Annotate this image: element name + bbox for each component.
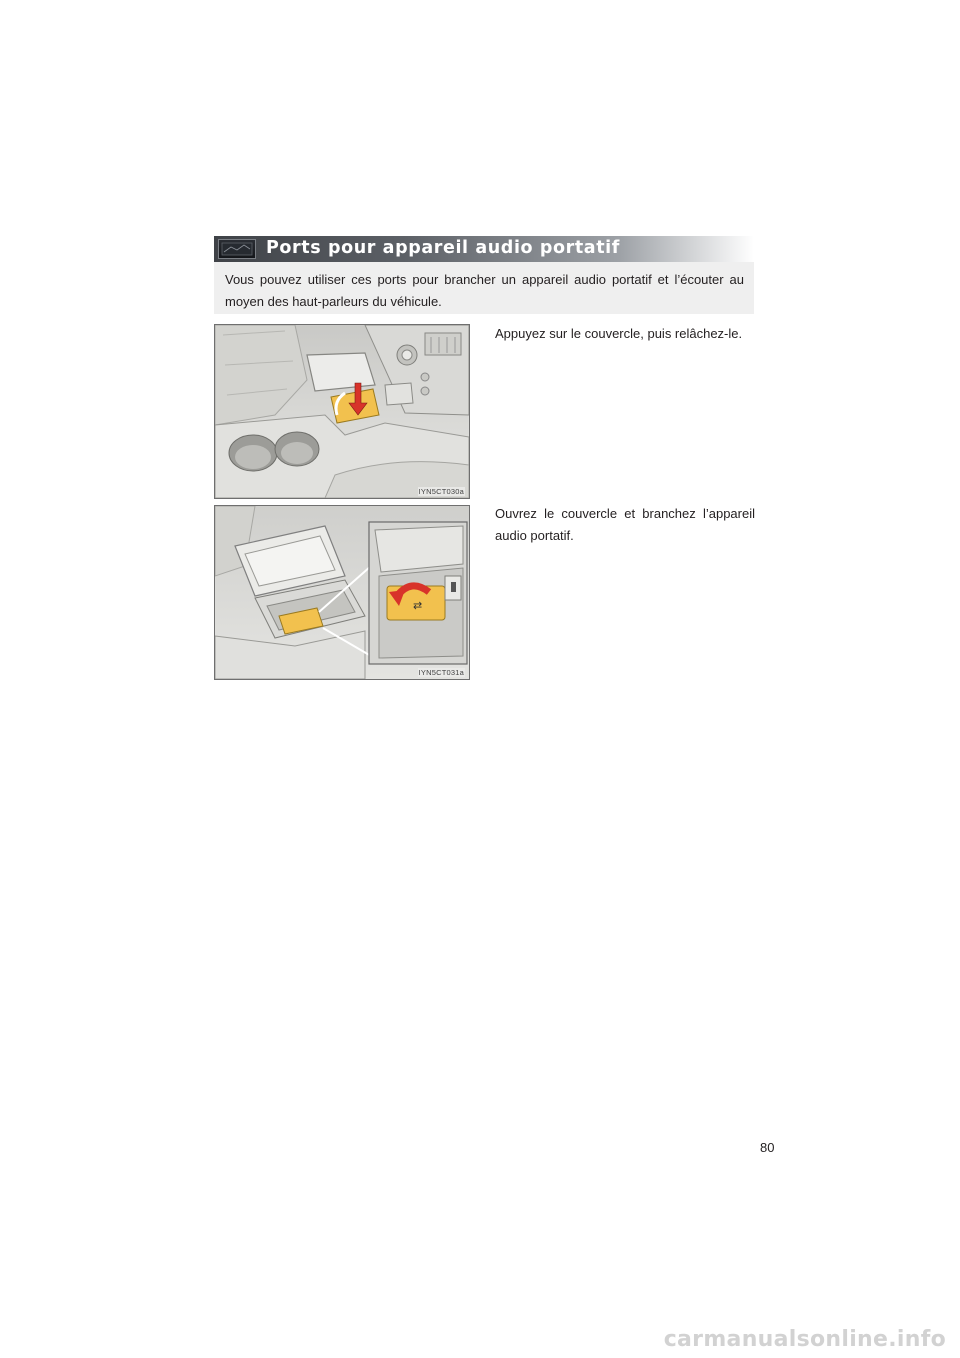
- screen-thumbnail-icon: [218, 239, 256, 259]
- page-number: 80: [760, 1140, 775, 1155]
- figure-code: IYN5CT030a: [418, 487, 464, 496]
- figure-press-cover: [214, 324, 470, 499]
- figure-connect-device: [214, 505, 470, 680]
- section-header: [214, 236, 754, 262]
- intro-text: Vous pouvez utiliser ces ports pour brancher un appareil audio portatif et l’écouter au moyen des haut-parleurs du véhicule.: [214, 262, 754, 314]
- step-1-text: Appuyez sur le couvercle, puis relâchez-le.: [495, 326, 743, 341]
- step-2-text: Ouvrez le couvercle et branchez l’appareil audio portatif.: [495, 506, 755, 543]
- watermark: carmanualsonline.info: [663, 1327, 946, 1352]
- section-title: Ports pour appareil audio portatif: [266, 238, 620, 258]
- figure-code: IYN5CT031a: [418, 668, 464, 677]
- svg-text:⇄: ⇄: [413, 599, 423, 612]
